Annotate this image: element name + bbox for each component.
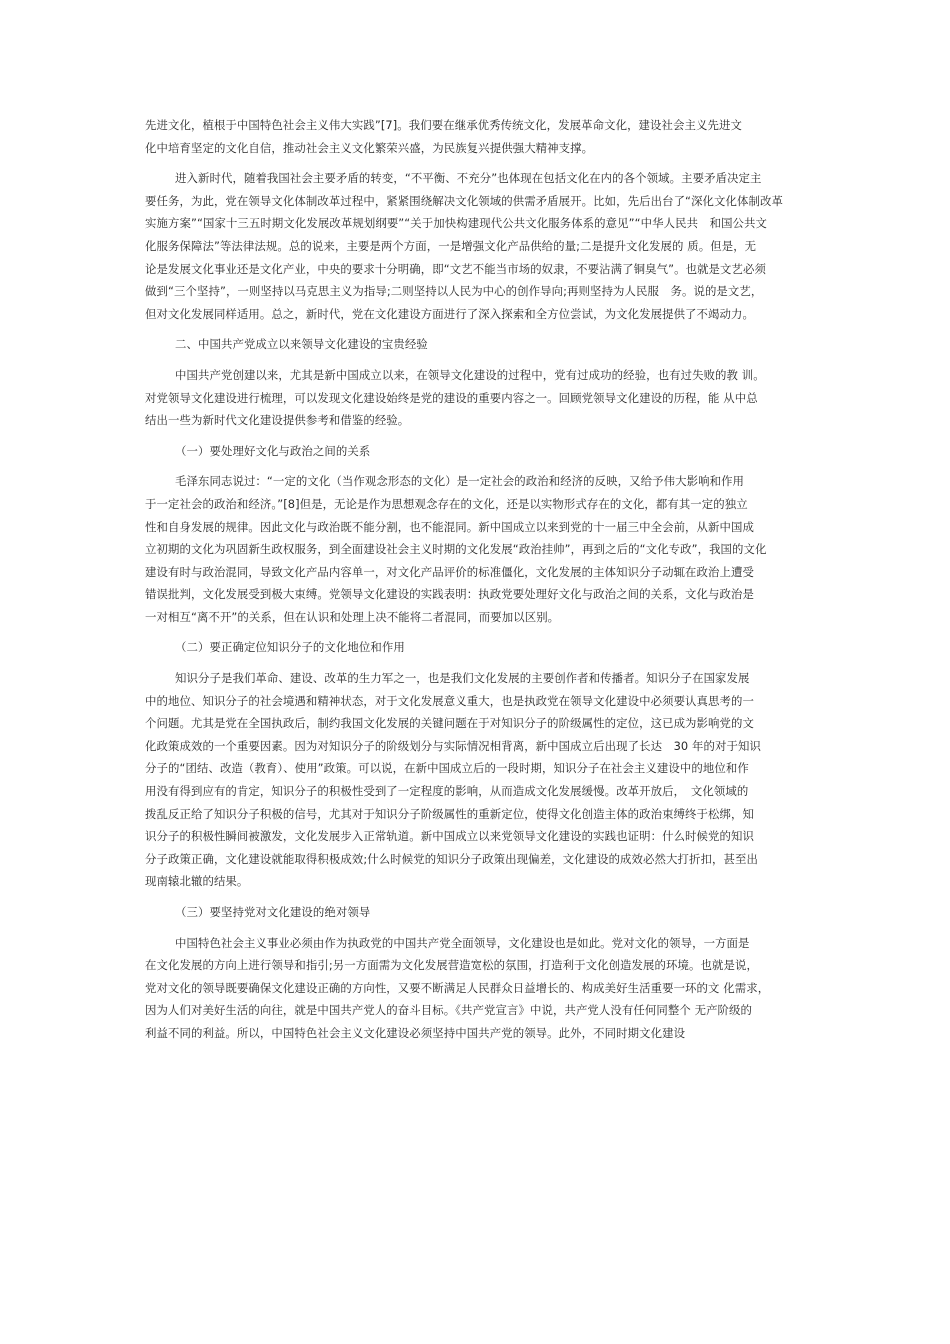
text-line: 利益不同的利益。所以，中国特色社会主义文化建设必须坚持中国共产党的领导。此外，不同时期文化建设 — [145, 1025, 686, 1040]
text-line: 论是发展文化事业还是文化产业，中央的要求十分明确，即“文艺不能当市场的奴隶，不要沾满了铜臭气”。也就是文艺必须 — [145, 261, 767, 276]
text-line: 识分子的积极性瞬间被激发，文化发展步入正常轨道。新中国成立以来党领导文化建设的实践也证明：什么时候党的知识 — [145, 829, 755, 844]
text-line: （一）要处理好文化与政治之间的关系 — [175, 443, 371, 458]
section-heading — [145, 440, 810, 463]
paragraph — [145, 114, 810, 159]
text-line: 因为人们对美好生活的向往，就是中国共产党人的奋斗目标。《共产党宣言》中说，共产党人没有任何同整个 无产阶级的 — [145, 1003, 753, 1018]
section-heading — [145, 901, 810, 924]
paragraph — [145, 364, 810, 432]
section-heading — [145, 333, 810, 356]
text-line: 中国共产党创建以来，尤其是新中国成立以来，在领导文化建设的过程中，党有过成功的经验，也有过失败的教 训。 — [175, 367, 765, 382]
paragraph — [145, 667, 810, 893]
text-line: 中的地位、知识分子的社会境遇和精神状态，对于文化发展意义重大，也是执政党在领导文化建设中必须要认真思考的一 — [145, 693, 755, 708]
text-line: 拨乱反正给了知识分子积极的信号，尤其对于知识分子阶级属性的重新定位，使得文化创造主体的政治束缚终于松绑，知 — [145, 806, 755, 821]
text-line: 要任务，为此，党在领导文化体制改革过程中，紧紧围绕解决文化领域的供需矛盾展开。比如，先后出台了“深化文化体制改革 — [145, 193, 783, 208]
text-line: 进入新时代，随着我国社会主要矛盾的转变，“不平衡、不充分”也体现在包括文化在内的各个领域。主要矛盾决定主 — [175, 171, 762, 186]
text-line: 先进文化，植根于中国特色社会主义伟大实践”[7]。我们要在继承优秀传统文化，发展革命文化，建设社会主义先进文 — [145, 118, 742, 132]
paragraph — [145, 167, 810, 325]
text-line: 在文化发展的方向上进行领导和指引;另一方面需为文化发展营造宽松的氛围，打造利于文化创造发展的环境。也就是说， — [145, 958, 758, 973]
text-line: 中国特色社会主义事业必须由作为执政党的中国共产党全面领导，文化建设也是如此。党对文化的领导，一方面是 — [175, 935, 750, 950]
text-line: 立初期的文化为巩固新生政权服务，到全面建设社会主义时期的文化发展“政治挂帅”，再到之后的“文化专政”，我国的文化 — [145, 542, 767, 557]
text-line: 用没有得到应有的肯定，知识分子的积极性受到了一定程度的影响，从而造成文化发展缓慢。改革开放后， 文化领域的 — [145, 784, 749, 799]
text-line: 现南辕北辙的结果。 — [145, 874, 249, 889]
text-line: 分子的“团结、改造（教育）、使用”政策。可以说，在新中国成立后的一段时期，知识分子在社会主义建设中的地位和作 — [145, 761, 749, 776]
document-body — [145, 114, 810, 1053]
text-line: 分子政策正确，文化建设就能取得积极成效;什么时候党的知识分子政策出现偏差，文化建设的成效必然大打折扣，甚至出 — [145, 851, 758, 866]
text-line: 化政策成效的一个重要因素。因为对知识分子的阶级划分与实际情况相背离，新中国成立后出现了长达 30 年的对于知识 — [145, 738, 761, 753]
text-line: 建设有时与政治混同，导致文化产品内容单一，对文化产品评价的标准僵化，文化发展的主体知识分子动辄在政治上遭受 — [145, 564, 755, 579]
text-line: 化服务保障法”等法律法规。总的说来，主要是两个方面，一是增强文化产品供给的量;二是提升文化发展的 质。但是，无 — [145, 238, 757, 253]
text-line: （二）要正确定位知识分子的文化地位和作用 — [175, 640, 405, 655]
text-line: 党对文化的领导既要确保文化建设正确的方向性，又要不断满足人民群众日益增长的、构成美好生活重要一环的文 化需求， — [145, 980, 770, 995]
text-line: 但对文化发展同样适用。总之，新时代，党在文化建设方面进行了深入探索和全方位尝试，为文化发展提供了不竭动力。 — [145, 306, 755, 321]
text-line: 一对相互“离不开”的关系，但在认识和处理上决不能将二者混同，而要加以区别。 — [145, 609, 560, 624]
text-line: 知识分子是我们革命、建设、改革的生力军之一，也是我们文化发展的主要创作者和传播者。知识分子在国家发展 — [175, 671, 750, 686]
text-line: （三）要坚持党对文化建设的绝对领导 — [175, 905, 371, 919]
text-line: 于一定社会的政治和经济。”[8]但是，无论是作为思想观念存在的文化，还是以实物形式存在的文化，都有其一定的独立 — [145, 496, 748, 511]
text-line: 二、中国共产党成立以来领导文化建设的宝贵经验 — [175, 337, 428, 352]
text-line: 个问题。尤其是党在全国执政后，制约我国文化发展的关键问题在于对知识分子的阶级属性的定位，这已成为影响党的文 — [145, 716, 755, 731]
paragraph — [145, 470, 810, 628]
text-line: 毛泽东同志说过：“一定的文化（当作观念形态的文化）是一定社会的政治和经济的反映，又给予伟大影响和作用 — [175, 474, 745, 489]
text-line: 实施方案”“国家十三五时期文化发展改革规划纲要”“关于加快构建现代公共文化服务体系的意见”“中华人民共 和国公共文 — [145, 216, 768, 231]
text-line: 化中培育坚定的文化自信，推动社会主义文化繁荣兴盛，为民族复兴提供强大精神支撑。 — [145, 140, 594, 155]
text-line: 做到“三个坚持”，一则坚持以马克思主义为指导;二则坚持以人民为中心的创作导向;再则坚持为人民服 务。说的是文艺， — [145, 284, 763, 299]
text-line: 结出一些为新时代文化建设提供参考和借鉴的经验。 — [145, 413, 410, 428]
section-heading — [145, 636, 810, 659]
paragraph — [145, 932, 810, 1045]
text-line: 性和自身发展的规律。因此文化与政治既不能分割，也不能混同。新中国成立以来到党的十一届三中全会前，从新中国成 — [145, 519, 755, 534]
text-line: 错误批判，文化发展受到极大束缚。党领导文化建设的实践表明：执政党要处理好文化与政治之间的关系，文化与政治是 — [145, 587, 755, 602]
text-line: 对党领导文化建设进行梳理，可以发现文化建设始终是党的建设的重要内容之一。回顾党领导文化建设的历程，能 从中总 — [145, 390, 758, 405]
